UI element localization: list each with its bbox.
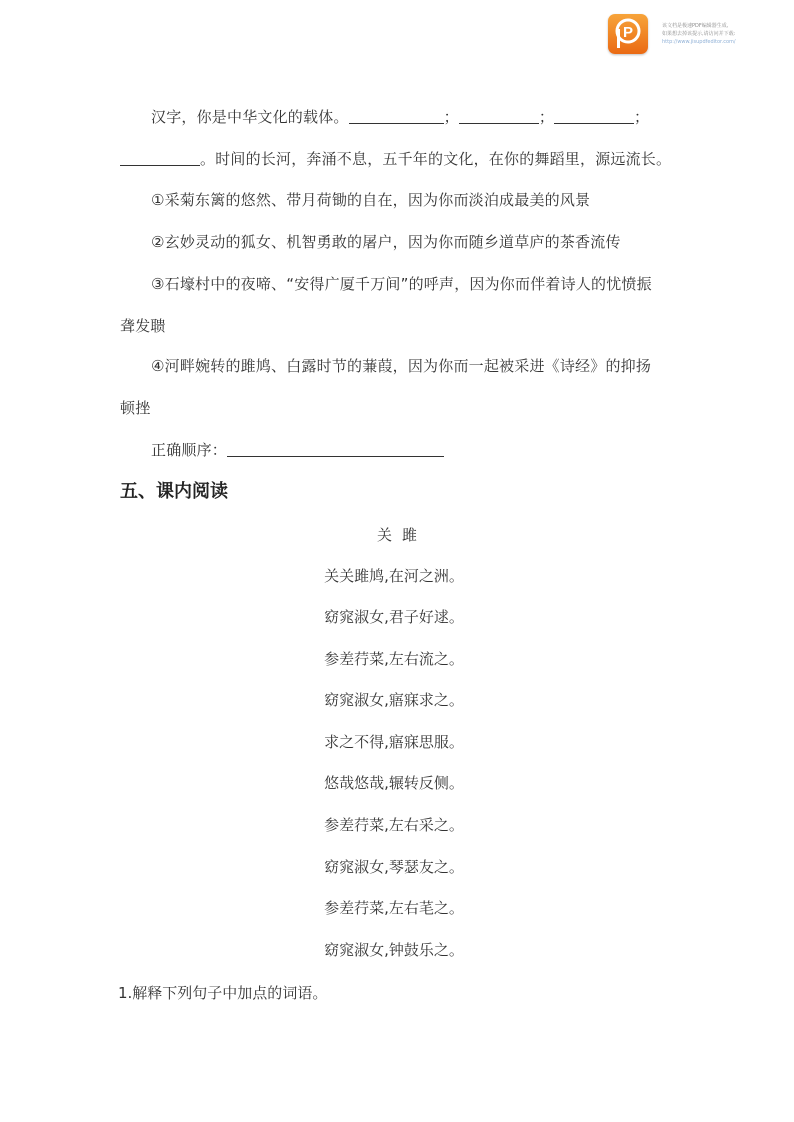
separator: ； — [538, 108, 555, 126]
poem-line: 窈窕淑女,钟鼓乐之。 — [324, 941, 464, 959]
watermark-line: 如果想去掉该提示,请访问并下载: — [662, 31, 736, 37]
logo-p-icon — [608, 14, 648, 54]
poem-line: 求之不得,寤寐思服。 — [324, 733, 464, 751]
option-4: ④河畔婉转的雎鸠、白露时节的蒹葭，因为你而一起被采进《诗经》的抑扬 — [151, 357, 652, 375]
poem-line: 参差荇菜,左右芼之。 — [324, 899, 464, 917]
answer-blank[interactable] — [554, 109, 634, 124]
poem-line: 参差荇菜,左右采之。 — [324, 816, 464, 834]
separator: ； — [634, 108, 650, 126]
option-2: ②玄妙灵动的狐女、机智勇敢的屠户，因为你而随乡道草庐的茶香流传 — [151, 233, 621, 251]
poem-title: 关雎 — [376, 526, 427, 544]
option-1: ①采菊东篱的悠然、带月荷锄的自在，因为你而淡泊成最美的风景 — [151, 191, 591, 209]
answer-blank[interactable] — [120, 151, 200, 166]
option-3: ③石壕村中的夜啼、“安得广厦千万间”的呼声，因为你而伴着诗人的忧愤振 — [151, 275, 652, 293]
poem-line: 参差荇菜,左右流之。 — [324, 650, 464, 668]
poem-line: 关关雎鸠,在河之洲。 — [324, 567, 464, 585]
poem-line: 窈窕淑女,君子好逑。 — [324, 608, 464, 626]
answer-blank[interactable] — [349, 109, 444, 124]
fill-in-text: 。时间的长河，奔涌不息，五千年的文化，在你的舞蹈里，源远流长。 — [200, 150, 672, 168]
answer-blank[interactable] — [459, 109, 539, 124]
question-1: 1.解释下列句子中加点的词语。 — [118, 984, 328, 1002]
section-title: 五、课内阅读 — [120, 481, 228, 502]
watermark-notice — [662, 22, 736, 46]
order-answer-blank[interactable] — [227, 442, 444, 457]
separator: ； — [443, 108, 459, 126]
poem-line: 窈窕淑女,琴瑟友之。 — [324, 858, 464, 876]
fill-in-text: 汉字，你是中华文化的载体。 — [151, 108, 349, 126]
svg-text:P: P — [622, 24, 634, 41]
fill-in-line-1 — [151, 107, 675, 127]
watermark-line: 该文档是极速PDF编辑器生成, — [662, 23, 729, 29]
order-line — [151, 440, 675, 460]
fill-in-line-2 — [120, 149, 675, 169]
poem-line: 窈窕淑女,寤寐求之。 — [324, 691, 464, 709]
watermark-url[interactable]: http://www.jisupdfeditor.com/ — [662, 39, 736, 45]
option-3-cont: 聋发聩 — [120, 317, 166, 335]
option-4-cont: 顿挫 — [120, 399, 151, 417]
order-label: 正确顺序： — [151, 441, 228, 459]
poem-line: 悠哉悠哉,辗转反侧。 — [324, 774, 464, 792]
pdf-editor-logo — [608, 14, 648, 54]
